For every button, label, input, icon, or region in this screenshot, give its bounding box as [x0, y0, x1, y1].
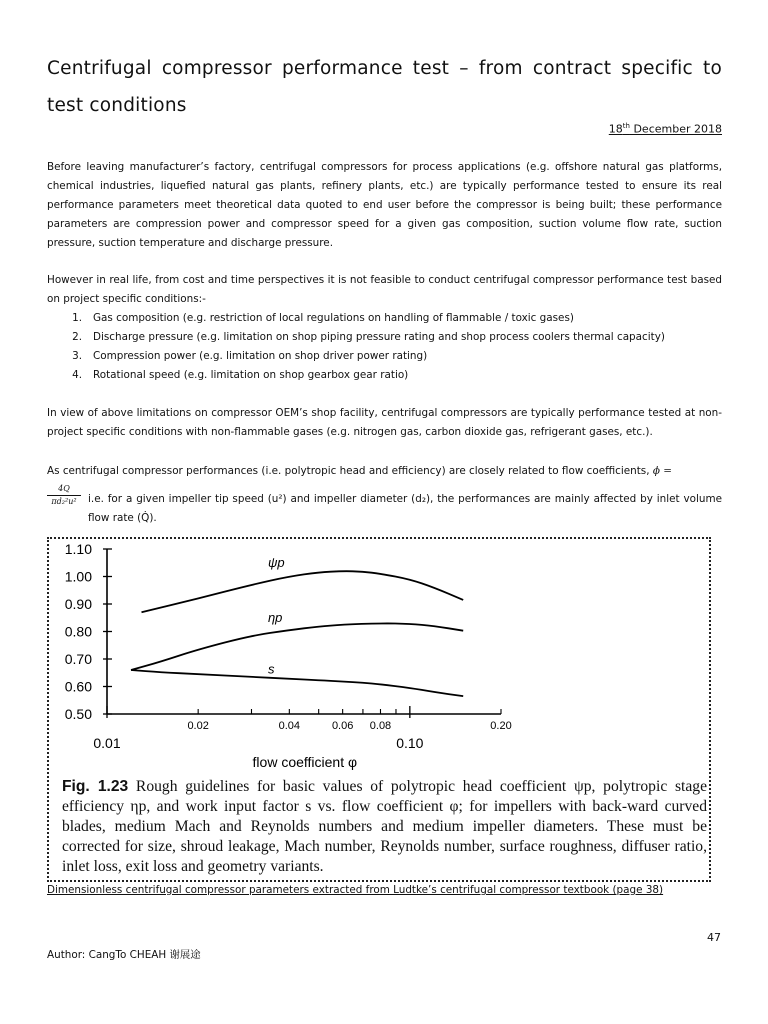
list-item	[47, 347, 722, 366]
figure-source: Dimensionless centrifugal compressor parameters extracted from Ludtke’s centrifugal compressor textbook (page 38)	[47, 884, 664, 896]
document-date	[609, 122, 722, 136]
date-rest: December 2018	[629, 122, 722, 136]
author-line: Author: CangTo CHEAH 谢展途	[47, 949, 201, 961]
page-number: 47	[707, 931, 721, 944]
list-item-number: 3.	[72, 350, 82, 362]
x-tick-label: 0.06	[331, 720, 354, 732]
document-title: Centrifugal compressor performance test – from contract specific to test conditions	[47, 58, 722, 116]
y-tick-label: 0.50	[64, 706, 92, 722]
x-major-tick-label: 0.01	[93, 735, 121, 751]
list-item	[47, 309, 722, 328]
list-item-number: 2.	[72, 331, 82, 343]
y-tick-label: 0.90	[64, 596, 92, 612]
series-label: s	[267, 661, 275, 677]
flow-coefficient-continuation: i.e. for a given impeller tip speed (u²) and impeller diameter (d₂), the performances are mainly affected by inlet volume flow rate (Q̇).	[88, 493, 722, 524]
limitations-intro-paragraph: However in real life, from cost and time perspectives it is not feasible to conduct centrifugal compressor performance test based on project specific conditions:-	[47, 274, 722, 305]
y-tick-label: 1.00	[64, 568, 92, 585]
y-tick-label: 1.10	[64, 541, 92, 557]
intro-paragraph: Before leaving manufacturer’s factory, centrifugal compressors for process applications (e.g. offshore natural gas platforms, chemical industries, liquefied natural gas plants, refinery plants, etc.) are typically performance tested to ensure its real performance parameters meet theoretical data quoted to end user before the compressor is being built; these performance parameters are compression power and compressor speed for a given gas composition, suction volume flow rate, suction pressure, suction temperature and discharge pressure.	[47, 161, 722, 249]
list-item-number: 1.	[72, 312, 82, 324]
series-line-2	[131, 670, 463, 696]
x-axis-label: flow coefficient φ	[252, 754, 358, 770]
y-tick-label: 0.70	[64, 651, 92, 667]
flow-coefficient-text: As centrifugal compressor performances (i.e. polytropic head and efficiency) are closely related to flow coefficients,	[47, 465, 650, 477]
date-day: 18	[608, 122, 623, 136]
list-item	[47, 366, 722, 385]
list-item-number: 4.	[72, 369, 82, 381]
limitations-list	[47, 309, 722, 385]
figure-box	[47, 537, 711, 882]
flow-coefficient-fraction	[47, 484, 81, 507]
y-tick-label: 0.60	[64, 678, 92, 695]
figure-caption	[62, 777, 707, 877]
fraction-denominator: πd₂²u²	[51, 497, 77, 506]
y-tick-label: 0.80	[64, 623, 92, 640]
fraction-numerator: 4Q	[58, 484, 70, 493]
test-conditions-paragraph: In view of above limitations on compressor OEM’s shop facility, centrifugal compressors are typically performance tested at non-project specific conditions with non-flammable gases (e.g. nitrogen gas, carbon dioxide gas, refrigerant gases, etc.).	[47, 407, 722, 438]
series-line-0	[142, 571, 464, 612]
date-suffix: th	[622, 122, 630, 130]
x-major-tick-label: 0.10	[396, 735, 424, 751]
list-item-text: Rotational speed (e.g. limitation on shop gearbox gear ratio)	[93, 369, 409, 381]
flow-coefficient-paragraph	[47, 462, 722, 481]
phi-equation: ϕ =	[652, 465, 672, 477]
fraction-line	[47, 495, 81, 496]
series-label: ψp	[267, 554, 285, 570]
list-item-text: Discharge pressure (e.g. limitation on shop piping pressure rating and shop process coolers thermal capacity)	[93, 331, 665, 343]
list-item	[47, 328, 722, 347]
performance-chart	[49, 539, 709, 775]
x-tick-label: 0.04	[278, 720, 301, 732]
x-tick-label: 0.02	[187, 720, 209, 732]
x-tick-label: 0.08	[369, 720, 392, 732]
series-line-1	[131, 623, 463, 670]
caption-label: Fig. 1.23	[62, 778, 129, 795]
series-label: ηp	[267, 609, 283, 625]
list-item-text: Compression power (e.g. limitation on shop driver power rating)	[93, 350, 428, 362]
x-tick-label: 0.20	[490, 720, 512, 732]
list-item-text: Gas composition (e.g. restriction of local regulations on handling of flammable / toxic gases)	[93, 312, 574, 324]
caption-text: Rough guidelines for basic values of polytropic head coefficient ψp, polytropic stage efficiency ηp, and work input factor s vs. flow coefficient φ; for impellers with back-ward curved blades, medium Mach and Reynolds numbers and medium impeller diameters. These must be corrected for size, shroud leakage, Mach number, Reynolds number, surface roughness, diffuser ratio, inlet loss, exit loss and geometry variants.	[62, 778, 707, 875]
